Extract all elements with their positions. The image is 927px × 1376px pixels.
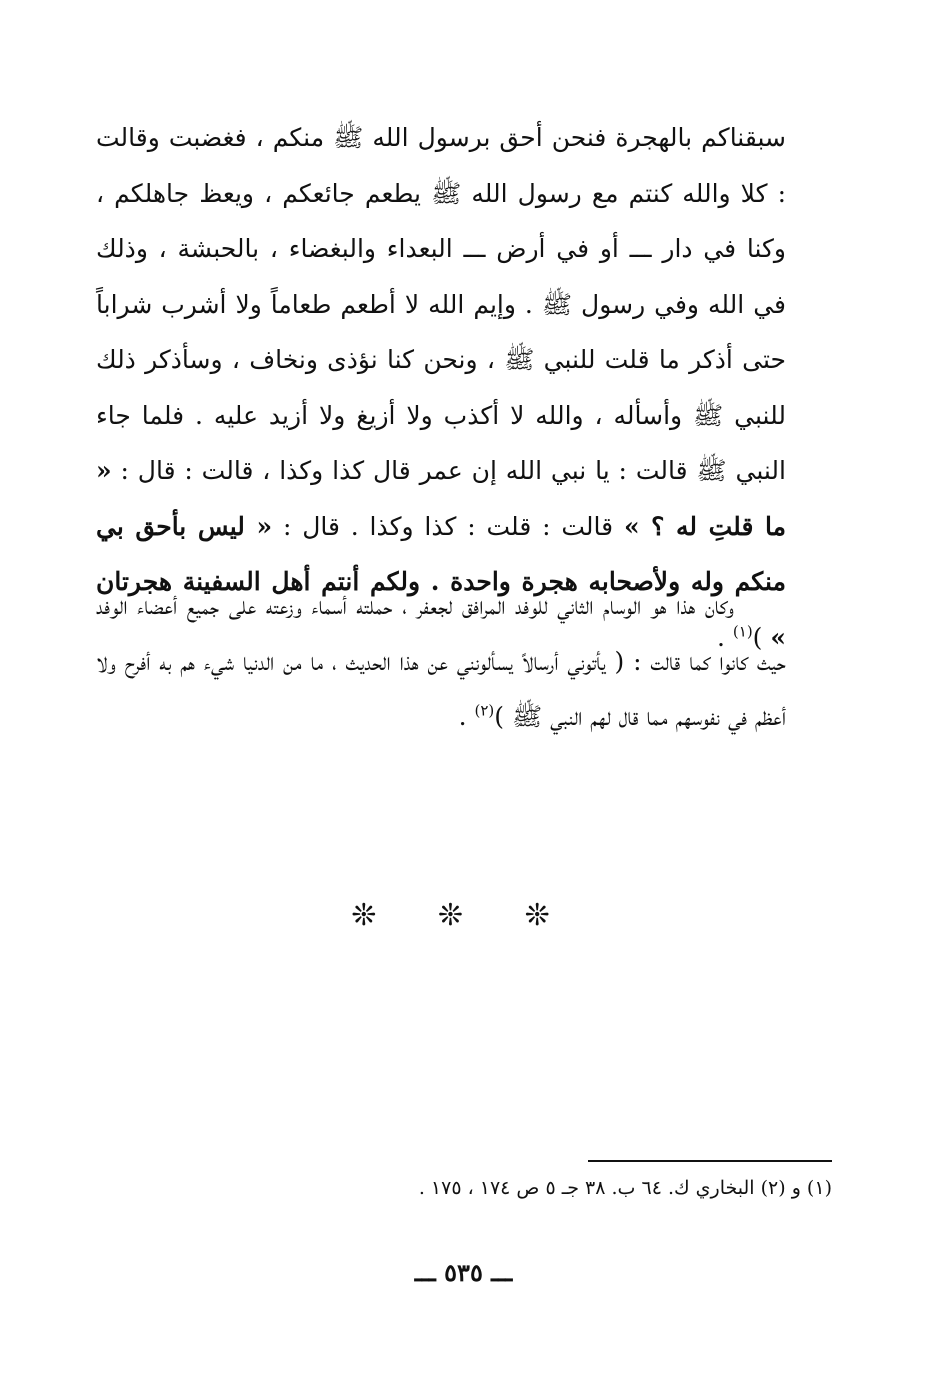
- paragraph-2-end: .: [458, 702, 475, 731]
- closing-bracket: ): [752, 622, 771, 652]
- paragraph-1-end: .: [716, 622, 733, 652]
- paragraph-1-continuation: قالت : قلت : كذا وكذا . قال :: [272, 511, 624, 541]
- main-paragraph-2: [96, 578, 786, 745]
- quote-what-did-you-say: « ما قلتِ له ؟ »: [96, 456, 787, 541]
- footnote-divider: [588, 1160, 832, 1162]
- paragraph-1-text: سبقناكم بالهجرة فنحن أحق برسول الله ﷺ منكم ، فغضبت وقالت : كلا والله كنتم مع رسول الله ﷺ يطعم جائعكم ، ويعظ جاهلكم ، وكنا في دار ـــ أو في أرض ـــ البعداء والبغضاء ، بالحبشة ، وذلك في الله وفي رسول ﷺ . وإيم الله لا أطعم طعاماً ولا أشرب شراباً حتى أذكر ما قلت للنبي ﷺ ، ونحن كنا نؤذى ونخاف ، وسأذكر ذلك للنبي ﷺ وأسأله ، والله لا أكذب ولا أزيغ ولا أزيد عليه . فلما جاء النبي ﷺ قالت : يا نبي الله إن عمر قال كذا وكذا ، قالت : قال :: [96, 123, 786, 485]
- quote-prophet-saying: « ليس بأحق بي منكم وله ولأصحابه هجرة واحدة . ولكم أنتم أهل السفينة هجرتان »: [96, 511, 786, 652]
- section-separator: ❊ ❊ ❊: [351, 898, 576, 933]
- page-number: ـــ ٥٣٥ ـــ: [414, 1258, 513, 1287]
- footnote-ref-2: (٢): [474, 701, 495, 720]
- paragraph-2-text: وكان هذا هو الوسام الثاني للوفد المرافق لجعفر ، حملته أسماء وزعته على جميع أعضاء الوفد حيث كانوا كما قالت : ( يأتوني أرسالاً يسألونني عن هذا الحديث ، ما من الدنيا شيء هم به أفرح ولا أعظم في نفوسهم مما قال لهم النبي ﷺ ): [96, 591, 786, 731]
- footnote: (١) و (٢) البخاري ك. ٦٤ ب. ٣٨ جـ ٥ ص ١٧٤ ، ١٧٥ .: [418, 1177, 832, 1199]
- footnote-ref-1: (١): [732, 622, 753, 641]
